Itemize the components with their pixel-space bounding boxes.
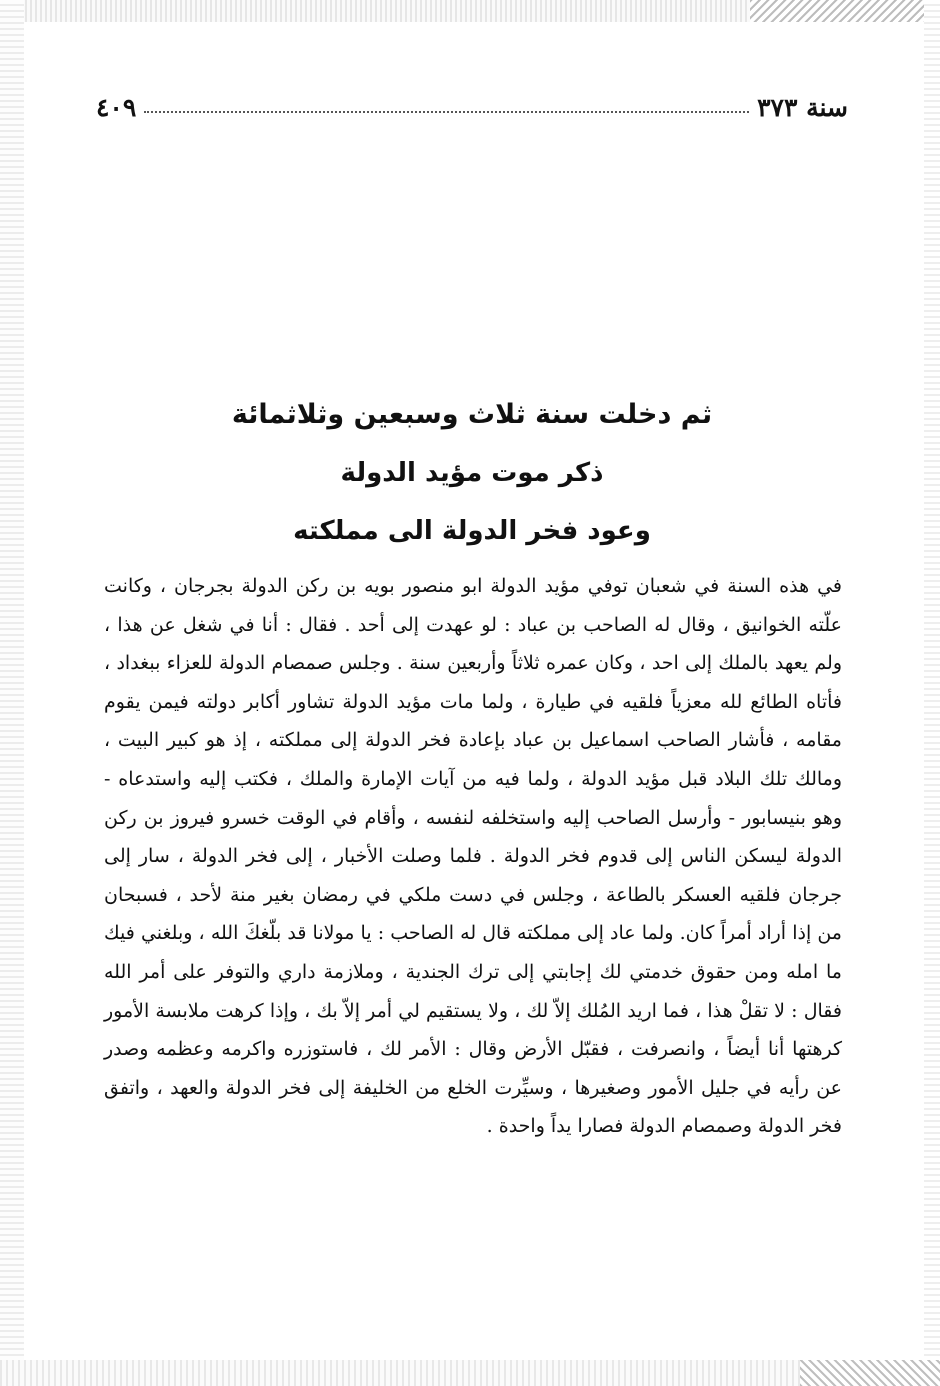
running-head: سنة ٣٧٣ (757, 93, 848, 122)
body-text (104, 567, 842, 1146)
page-header (96, 78, 848, 122)
body-paragraph: في هذه السنة في شعبان توفي مؤيد الدولة ابو منصور بويه بن ركن الدولة بجرجان ، وكانت علّته الخوانيق ، وقال له الصاحب بن عباد : لو عهدت إلى أحد . فقال : أنا في شغل عن هذا ، ولم يعهد بالملك إلى احد ، وكان عمره ثلاثاً وأربعين سنة . وجلس صمصام الدولة للعزاء ببغداد ، فأتاه الطائع لله معزياً فلقيه في طيارة ، ولما مات مؤيد الدولة تشاور أكابر دولته فيمن يقوم مقامه ، فأشار الصاحب اسماعيل بن عباد بإعادة فخر الدولة إلى مملكته ، إذ هو كبير البيت ، ومالك تلك البلاد قبل مؤيد الدولة ، ولما فيه من آيات الإمارة والملك ، فكتب إليه واستدعاه - وهو بنيسابور - وأرسل الصاحب إليه واستخلفه لنفسه ، وأقام في الوقت خسرو فيروز بن ركن الدولة ليسكن الناس إلى قدوم فخر الدولة . فلما وصلت الأخبار ، إلى فخر الدولة ، سار إلى جرجان فلقيه العسكر بالطاعة ، وجلس في دست ملكي في رمضان بغير منة لأحد ، فسبحان من إذا أراد أمراً كان. ولما عاد إلى مملكته قال له الصاحب : يا مولانا قد بلّغكَ الله ، وبلغني فيك ما امله ومن حقوق خدمتي لك إجابتي إلى ترك الجندية ، وملازمة داري والتوفر على أمر الله فقال : لا تقلْ هذا ، فما اريد المُلك إلاّ لك ، ولا يستقيم لي أمر إلاّ بك ، وإذا كرهت ملابسة الأمور كرهتها أنا أيضاً ، وانصرفت ، فقبّل الأرض وقال : الأمر لك ، فاستوزره واكرمه وعظمه وصدر عن رأيه في جليل الأمور وصغيرها ، وسيِّرت الخلع من الخليفة إلى فخر الدولة والعهد ، واتفق فخر الدولة وصمصام الدولة فصارا يداً واحدة . (104, 575, 843, 1138)
chapter-titles (96, 386, 848, 560)
page-number: ٤٠٩ (96, 93, 137, 122)
scan-edge-right (924, 0, 940, 1386)
scan-edge-bottom (0, 1360, 940, 1386)
section-title: ذكر موت مؤيد الدولة (340, 458, 604, 488)
ornament-border-bottom (800, 1360, 940, 1386)
ornament-border-top (750, 0, 940, 22)
section-subtitle: وعود فخر الدولة الى مملكته (293, 516, 651, 546)
scan-edge-left (0, 0, 24, 1386)
header-dotted-leader (144, 111, 749, 113)
chapter-title: ثم دخلت سنة ثلاث وسبعين وثلاثمائة (231, 399, 713, 430)
